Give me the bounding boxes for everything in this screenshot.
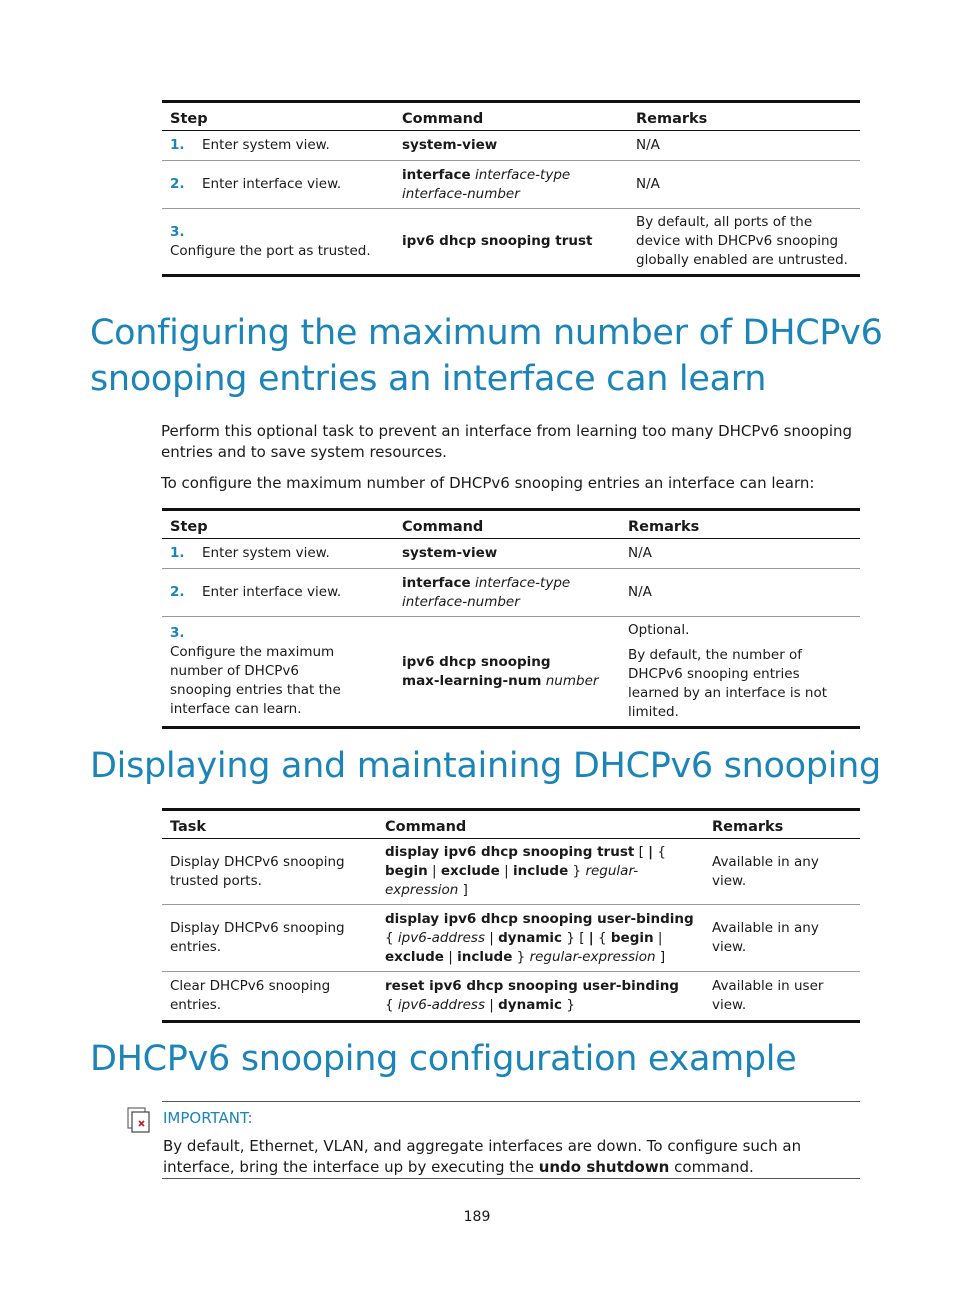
page-number: 189 — [463, 1209, 491, 1225]
important-note-top-rule — [162, 1101, 860, 1102]
table-row — [162, 131, 860, 161]
paragraph-intro: Perform this optional task to prevent an interface from learning too many DHCPv6 snooping entries and to save system resources. — [161, 422, 853, 461]
command-arg: interface-type — [474, 574, 571, 591]
step-text: Enter system view. — [202, 545, 330, 561]
command-cell — [394, 539, 620, 569]
step-text: Enter system view. — [202, 137, 330, 153]
table-step-trusted — [162, 100, 860, 277]
table-row — [162, 972, 860, 1022]
section-heading-config-example: DHCPv6 snooping configuration example — [90, 1039, 797, 1079]
step-text: Enter interface view. — [202, 176, 342, 192]
command-keyword: max-learning-num — [402, 672, 542, 689]
command-arg: interface-number — [402, 593, 520, 610]
col-header-command: Command — [394, 102, 628, 131]
table-step-max-learning — [162, 508, 860, 729]
command-keyword: interface — [402, 574, 471, 591]
step-number: 3. — [170, 223, 185, 240]
col-header-step: Step — [162, 102, 394, 131]
step-text: Configure the maximum number of DHCPv6 snooping entries that the interface can learn. — [170, 644, 341, 717]
col-header-step: Step — [162, 510, 394, 539]
command-cell: display ipv6 dhcp snooping trust [ | { begin | exclude | include } regular-expression ] — [377, 839, 704, 905]
important-icon — [127, 1107, 151, 1133]
command-arg: interface-type — [474, 166, 571, 183]
remarks-cell: N/A — [628, 131, 860, 161]
command-keyword: system-view — [402, 137, 498, 153]
remarks-cell: N/A — [628, 161, 860, 209]
remarks-cell: Available in any view. — [704, 839, 860, 905]
table-row — [162, 617, 860, 728]
table-row — [162, 905, 860, 972]
table-header-row — [162, 810, 860, 839]
step-text: Enter interface view. — [202, 584, 342, 600]
table-row — [162, 569, 860, 617]
important-note-bottom-rule — [162, 1178, 860, 1179]
remarks-cell — [620, 617, 860, 728]
command-cell — [394, 617, 620, 728]
command-cell — [394, 209, 628, 276]
remarks-cell: By default, all ports of the device with DHCPv6 snooping globally enabled are untrusted. — [628, 209, 860, 276]
table-row — [162, 539, 860, 569]
important-note-text: By default, Ethernet, VLAN, and aggregate interfaces are down. To configure such an interface, bring the interface up by executing the undo shutdown command. — [163, 1137, 802, 1176]
col-header-task: Task — [162, 810, 377, 839]
table-display-commands — [162, 808, 860, 1023]
table-header-row — [162, 510, 860, 539]
table-row — [162, 161, 860, 209]
remarks-cell: Available in user view. — [704, 972, 860, 1022]
col-header-remarks: Remarks — [704, 810, 860, 839]
command-cell — [394, 161, 628, 209]
heading-line-2: snooping entries an interface can learn — [90, 359, 767, 399]
step-number: 3. — [170, 625, 185, 641]
table-header-row — [162, 102, 860, 131]
remarks-cell: Available in any view. — [704, 905, 860, 972]
paragraph-procedure: To configure the maximum number of DHCPv6 snooping entries an interface can learn: — [161, 474, 815, 492]
remarks-cell: N/A — [620, 569, 860, 617]
remarks-cell: N/A — [620, 539, 860, 569]
command-keyword: interface — [402, 166, 471, 183]
col-header-remarks: Remarks — [620, 510, 860, 539]
command-cell — [394, 131, 628, 161]
step-number: 2. — [170, 176, 185, 192]
command-keyword: undo shutdown — [538, 1158, 670, 1176]
command-keyword: ipv6 dhcp snooping trust — [402, 233, 593, 249]
section-heading-max-entries — [90, 310, 883, 402]
remarks-optional: Optional. — [628, 622, 690, 638]
step-number: 1. — [170, 137, 185, 153]
important-label: IMPORTANT: — [163, 1109, 253, 1127]
command-arg: interface-number — [402, 185, 520, 202]
step-text: Configure the port as trusted. — [170, 242, 371, 259]
table-row — [162, 839, 860, 905]
command-cell: reset ipv6 dhcp snooping user-binding { ipv6-address | dynamic } — [377, 972, 704, 1022]
step-number: 2. — [170, 584, 185, 600]
command-keyword: system-view — [402, 545, 498, 561]
command-arg: number — [545, 672, 599, 689]
col-header-command: Command — [394, 510, 620, 539]
command-keyword: ipv6 dhcp snooping — [402, 653, 551, 670]
table-row — [162, 209, 860, 276]
task-cell: Display DHCPv6 snooping trusted ports. — [162, 839, 377, 905]
remarks-default: By default, the number of DHCPv6 snooping entries learned by an interface is not limited. — [628, 647, 828, 720]
col-header-remarks: Remarks — [628, 102, 860, 131]
section-heading-display: Displaying and maintaining DHCPv6 snooping — [90, 746, 881, 786]
step-number: 1. — [170, 545, 185, 561]
task-cell: Display DHCPv6 snooping entries. — [162, 905, 377, 972]
task-cell: Clear DHCPv6 snooping entries. — [162, 972, 377, 1022]
col-header-command: Command — [377, 810, 704, 839]
command-cell — [394, 569, 620, 617]
command-cell: display ipv6 dhcp snooping user-binding { ipv6-address | dynamic } [ | { begin | exclude | include } regular-expression ] — [377, 905, 704, 972]
heading-line-1: Configuring the maximum number of DHCPv6 — [90, 313, 883, 353]
